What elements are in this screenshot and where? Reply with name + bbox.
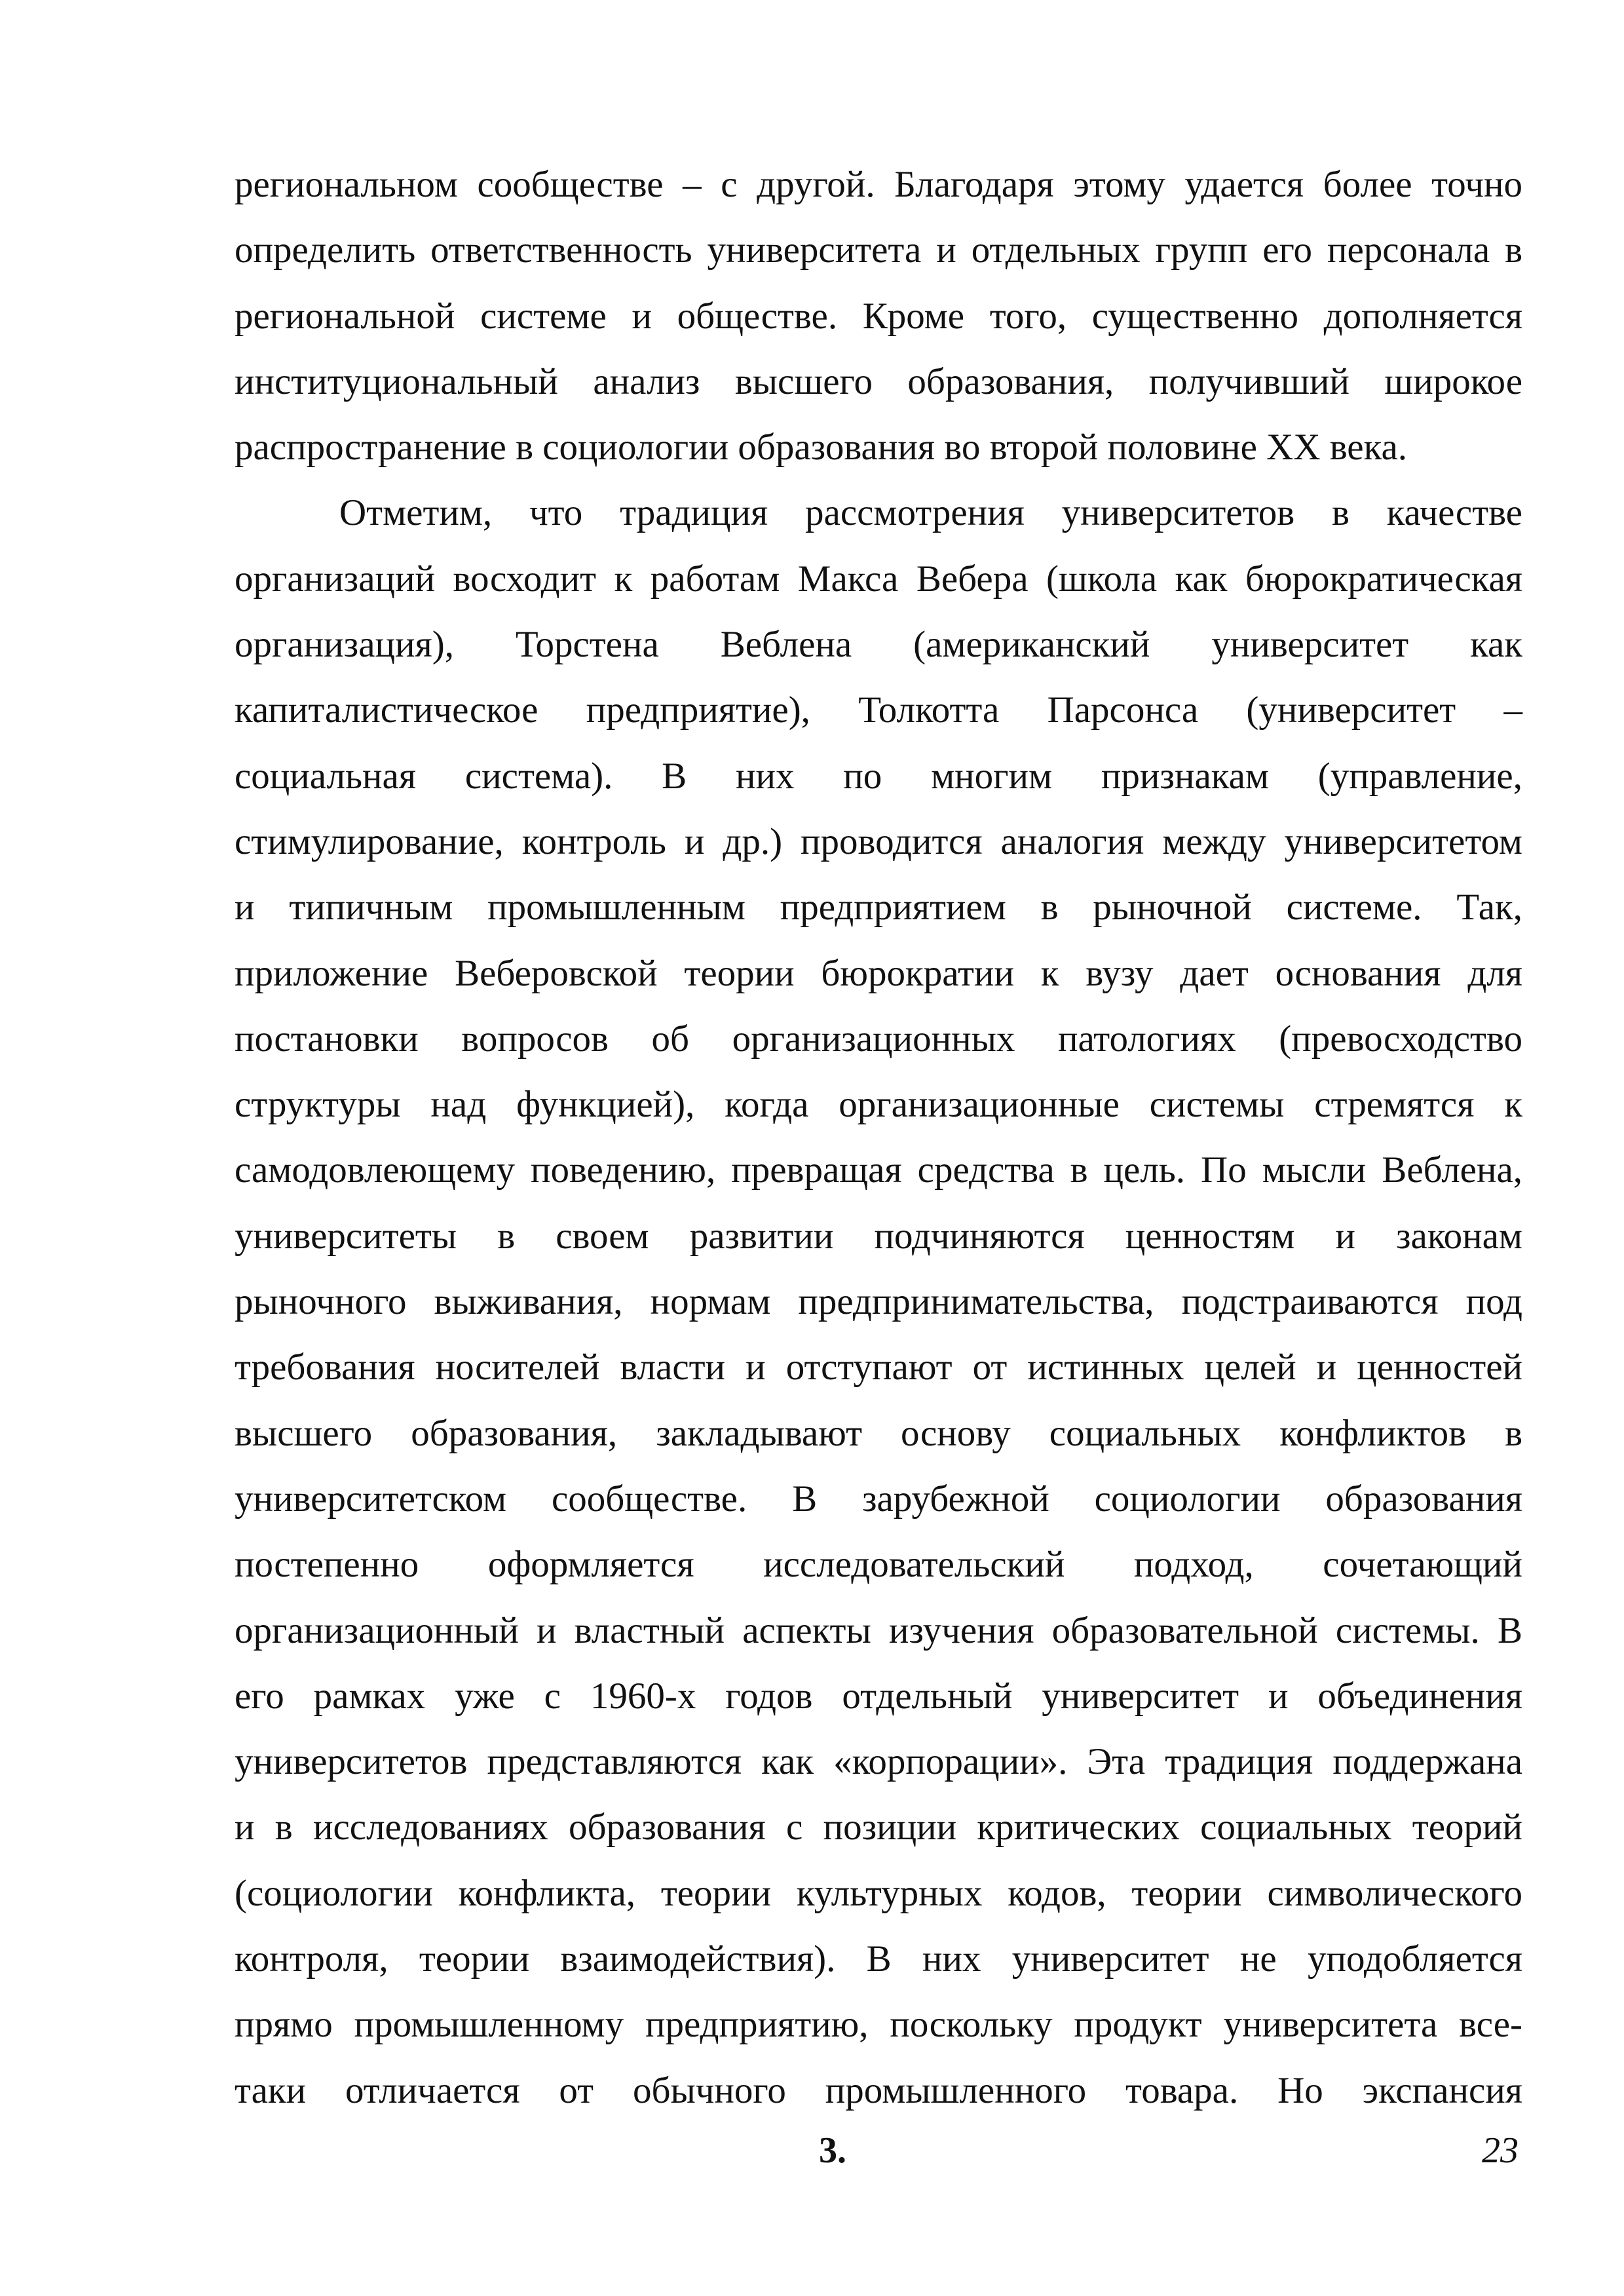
text-line: требования носителей власти и отступают от истинных целей и ценностей (235, 1347, 1522, 1388)
text-line: университеты в своем развитии подчиняются ценностям и законам (235, 1215, 1522, 1257)
text-line: организация), Торстена Веблена (американский университет как (235, 624, 1522, 666)
text-line: региональной системе и обществе. Кроме того, существенно дополняется (235, 295, 1522, 337)
text-line: социальная система). В них по многим признакам (управление, (235, 755, 1522, 797)
text-line: университетов представляются как «корпорации». Эта традиция поддержана (235, 1741, 1522, 1783)
text-line: рыночного выживания, нормам предпринимательства, подстраиваются под (235, 1281, 1522, 1323)
body-text (235, 152, 1522, 2124)
text-line: приложение Веберовской теории бюрократии к вузу дает основания для (235, 952, 1522, 994)
text-line: таки отличается от обычного промышленного товара. Но экспансия (235, 2069, 1522, 2111)
text-line: региональном сообществе – с другой. Благодаря этому удается более точно (235, 164, 1522, 205)
text-line: и типичным промышленным предприятием в рыночной системе. Так, (235, 887, 1522, 928)
text-line: постановки вопросов об организационных патологиях (превосходство (235, 1018, 1522, 1060)
text-line: самодовлеющему поведению, превращая средства в цель. По мысли Веблена, (235, 1149, 1522, 1191)
text-line: стимулирование, контроль и др.) проводится аналогия между университетом (235, 820, 1522, 862)
text-line-indented: Отметим, что традиция рассмотрения университетов в качестве (339, 492, 1522, 534)
text-line: и в исследованиях образования с позиции критических социальных теорий (235, 1807, 1522, 1848)
text-line: институциональный анализ высшего образования, получивший широкое (235, 360, 1522, 402)
text-line: прямо промышленному предприятию, поскольку продукт университета все- (235, 2004, 1522, 2046)
text-line: организационный и властный аспекты изучения образовательной системы. В (235, 1609, 1522, 1651)
section-number: 3. (819, 2130, 846, 2171)
text-line: контроля, теории взаимодействия). В них университет не уподобляется (235, 1938, 1522, 1980)
text-line: определить ответственность университета и отдельных групп его персонала в (235, 229, 1522, 271)
text-line: капиталистическое предприятие), Толкотта Парсонса (университет – (235, 689, 1522, 731)
text-line: высшего образования, закладывают основу социальных конфликтов в (235, 1412, 1522, 1454)
page-number: 23 (1482, 2130, 1519, 2171)
text-line: распространение в социологии образования во второй половине XX века. (235, 427, 1407, 469)
text-line: организаций восходит к работам Макса Вебера (школа как бюрократическая (235, 558, 1522, 600)
text-line: постепенно оформляется исследовательский подход, сочетающий (235, 1544, 1522, 1586)
text-line: университетском сообществе. В зарубежной социологии образования (235, 1478, 1522, 1520)
text-line: его рамках уже с 1960-х годов отдельный университет и объединения (235, 1675, 1522, 1717)
text-line: структуры над функцией), когда организационные системы стремятся к (235, 1084, 1522, 1126)
text-line: (социологии конфликта, теории культурных кодов, теории символического (235, 1872, 1522, 1914)
